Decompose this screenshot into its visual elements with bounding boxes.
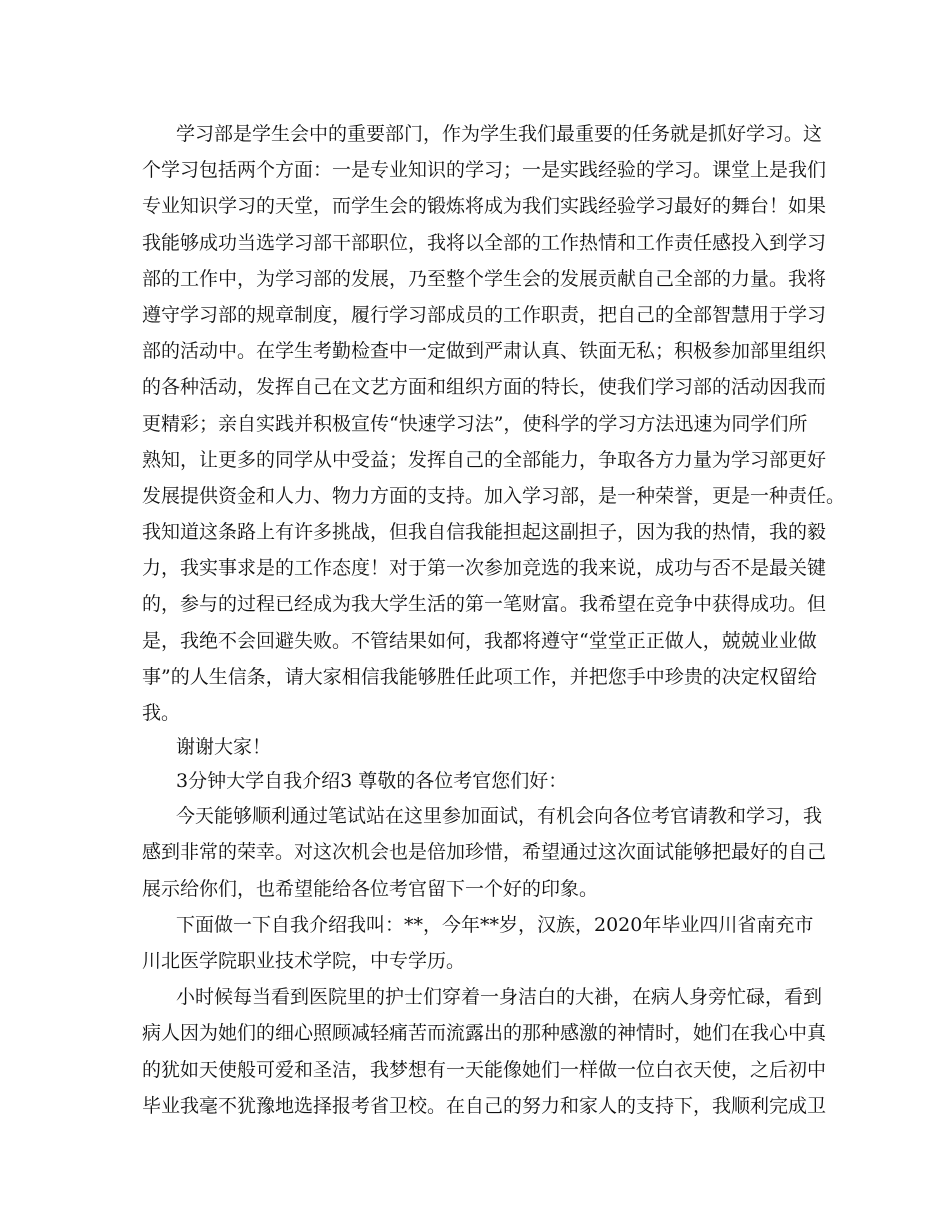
document-body <box>142 116 846 1124</box>
text-line: 的，参与的过程已经成为我大学生活的第一笔财富。我希望在竞争中获得成功。但 <box>142 593 827 616</box>
text-line: 专业知识学习的天堂，而学生会的锻炼将成为我们实践经验学习最好的舞台！如果 <box>142 195 827 218</box>
text-line: 部的活动中。在学生考勤检查中一定做到严肃认真、铁面无私；积极参加部里组织 <box>142 340 827 363</box>
text-line: 下面做一下自我介绍我叫：**，今年**岁，汉族，2020年毕业四川省南充市 <box>176 913 814 936</box>
text-line: 今天能够顺利通过笔试站在这里参加面试，有机会向各位考官请教和学习，我 <box>176 805 823 828</box>
text-line: 的各种活动，发挥自己在文艺方面和组织方面的特长，使我们学习部的活动因我而 <box>142 376 827 399</box>
text-line: 是，我绝不会回避失败。不管结果如何，我都将遵守“堂堂正正做人，兢兢业业做 <box>142 629 817 652</box>
text-line: 我能够成功当选学习部干部职位，我将以全部的工作热情和工作责任感投入到学习 <box>142 231 827 254</box>
text-line: 的犹如天使般可爱和圣洁，我梦想有一天能像她们一样做一位白衣天使，之后初中 <box>142 1058 827 1081</box>
text-line: 力，我实事求是的工作态度！对于第一次参加竞选的我来说，成功与否不是最关键 <box>142 557 827 580</box>
section-heading: 3分钟大学自我介绍3 尊敬的各位考官您们好： <box>176 769 568 792</box>
text-line: 学习部是学生会中的重要部门，作为学生我们最重要的任务就是抓好学习。这 <box>176 123 823 145</box>
text-line: 展示给你们，也希望能给各位考官留下一个好的印象。 <box>142 877 599 900</box>
text-line: 熟知，让更多的同学从中受益；发挥自己的全部能力，争取各方力量为学习部更好 <box>142 448 827 471</box>
text-line: 小时候每当看到医院里的护士们穿着一身洁白的大褂，在病人身旁忙碌，看到 <box>176 986 823 1009</box>
text-line: 谢谢大家！ <box>176 736 272 759</box>
text-line: 发展提供资金和人力、物力方面的支持。加入学习部，是一种荣誉，更是一种责任。 <box>142 484 846 507</box>
text-line: 事”的人生信条，请大家相信我能够胜任此项工作，并把您手中珍贵的决定权留给 <box>142 665 817 688</box>
text-line: 更精彩；亲自实践并积极宣传“快速学习法”，使科学的学习方法迅速为同学们所 <box>142 412 808 435</box>
text-line: 个学习包括两个方面：一是专业知识的学习；一是实践经验的学习。课堂上是我们 <box>142 159 827 182</box>
text-line: 感到非常的荣幸。对这次机会也是倍加珍惜，希望通过这次面试能够把最好的自己 <box>142 841 827 864</box>
text-line: 遵守学习部的规章制度，履行学习部成员的工作职责，把自己的全部智慧用于学习 <box>142 303 827 326</box>
text-line: 部的工作中，为学习部的发展，乃至整个学生会的发展贡献自己全部的力量。我将 <box>142 267 827 290</box>
text-line: 我。 <box>142 702 181 724</box>
text-line: 毕业我毫不犹豫地选择报考省卫校。在自己的努力和家人的支持下，我顺利完成卫 <box>142 1094 827 1117</box>
text-line: 病人因为她们的细心照顾减轻痛苦而流露出的那种感激的神情时，她们在我心中真 <box>142 1022 827 1045</box>
text-line: 川北医学院职业技术学院，中专学历。 <box>142 949 466 972</box>
text-line: 我知道这条路上有许多挑战，但我自信我能担起这副担子，因为我的热情，我的毅 <box>142 521 827 544</box>
